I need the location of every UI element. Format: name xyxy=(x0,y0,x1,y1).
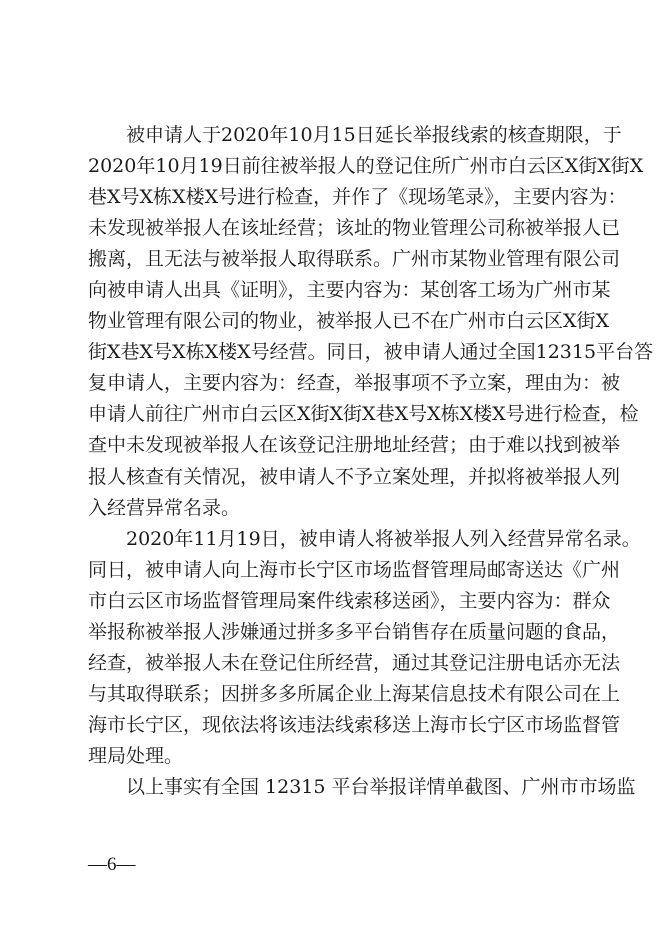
paragraph xyxy=(88,120,654,524)
document-body xyxy=(88,120,654,803)
text-line: 以上事实有全国 12315 平台举报详情单截图、广州市市场监 xyxy=(126,775,636,798)
text-line: 街X巷X号X栋X楼X号经营。同日，被申请人通过全国12315平台答 xyxy=(88,341,654,364)
text-line: 同日，被申请人向上海市长宁区市场监督管理局邮寄送达《广州 xyxy=(88,558,621,581)
text-line: 报人核查有关情况，被申请人不予立案处理，并拟将被举报人列 xyxy=(88,465,621,488)
page-number: —6— xyxy=(88,854,136,875)
text-line: 理局处理。 xyxy=(88,744,184,767)
text-line: 海市长宁区，现依法将该违法线索移送上海市长宁区市场监督管 xyxy=(88,713,621,736)
text-line: 经查，被举报人未在登记住所经营，通过其登记注册电话亦无法 xyxy=(88,651,621,674)
text-line: 巷X号X栋X楼X号进行检查，并作了《现场笔录》，主要内容为： xyxy=(88,186,627,209)
paragraph xyxy=(88,524,641,772)
text-line: 申请人前往广州市白云区X街X街X巷X号X栋X楼X号进行检查，检 xyxy=(88,403,639,426)
text-line: 2020年10月19日前往被举报人的登记住所广州市白云区X街X街X xyxy=(88,155,644,178)
text-line: 复申请人，主要内容为：经查，举报事项不予立案，理由为：被 xyxy=(88,372,621,395)
paragraph xyxy=(88,772,636,803)
text-line: 查中未发现被举报人在该登记注册地址经营；由于难以找到被举 xyxy=(88,434,621,457)
text-line: 未发现被举报人在该址经营；该址的物业管理公司称被举报人已 xyxy=(88,217,621,240)
text-line: 物业管理有限公司的物业，被举报人已不在广州市白云区X街X xyxy=(88,310,610,333)
text-line: 被申请人于2020年10月15日延长举报线索的核查期限，于 xyxy=(126,124,622,146)
text-line: 市白云区市场监督管理局案件线索移送函》，主要内容为：群众 xyxy=(88,589,611,612)
text-line: 向被申请人出具《证明》，主要内容为：某创客工场为广州市某 xyxy=(88,279,611,302)
text-line: 与其取得联系；因拼多多所属企业上海某信息技术有限公司在上 xyxy=(88,682,621,705)
text-line: 2020年11月19日，被申请人将被举报人列入经营异常名录。 xyxy=(126,527,641,550)
text-line: 入经营异常名录。 xyxy=(88,496,241,519)
text-line: 搬离，且无法与被举报人取得联系。广州市某物业管理有限公司 xyxy=(88,248,621,271)
text-line: 举报称被举报人涉嫌通过拼多多平台销售存在质量问题的食品， xyxy=(88,620,621,643)
